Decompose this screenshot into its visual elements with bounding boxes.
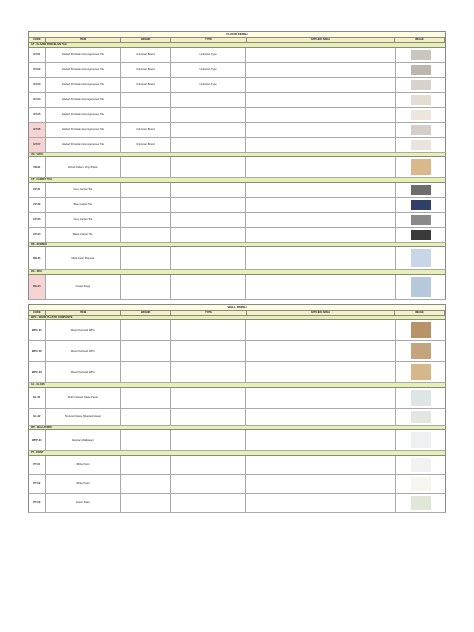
image-cell xyxy=(396,48,445,62)
table-row xyxy=(28,183,446,198)
applied-area xyxy=(246,78,396,92)
image-cell xyxy=(396,494,445,512)
table-row xyxy=(28,247,446,270)
material-code: GT-04 xyxy=(29,93,46,107)
material-item: Glazed Porcelain Homogeneous Tile xyxy=(46,123,121,137)
applied-area xyxy=(246,456,396,474)
image-cell xyxy=(396,228,445,242)
material-item: Glazed Porcelain Homogeneous Tile xyxy=(46,138,121,152)
image-cell xyxy=(396,430,445,450)
material-brand xyxy=(121,475,171,493)
image-cell xyxy=(396,362,445,382)
material-code: GT-03 xyxy=(29,78,46,92)
applied-area xyxy=(246,362,396,382)
material-item: Glazed Porcelain Homogeneous Tile xyxy=(46,93,121,107)
wall-section-title: WALL FINISH xyxy=(28,304,446,310)
table-row xyxy=(28,157,446,178)
column-header: ITEM xyxy=(46,311,122,315)
material-code: WPC-02 xyxy=(29,341,46,361)
material-type xyxy=(171,228,246,242)
table-row xyxy=(28,320,446,341)
image-cell xyxy=(396,78,445,92)
material-type xyxy=(171,362,246,382)
material-brand: Unknown Brand xyxy=(121,123,171,137)
material-type xyxy=(171,123,246,137)
table-row xyxy=(28,341,446,362)
image-cell xyxy=(396,456,445,474)
material-code: PT-02 xyxy=(29,475,46,493)
category-label: GT - GLAZED PORCELAIN TILE xyxy=(28,43,446,48)
material-type xyxy=(171,494,246,512)
material-brand: Unknown Brand xyxy=(121,63,171,77)
material-type xyxy=(171,430,246,450)
material-type xyxy=(171,247,246,269)
table-row xyxy=(28,93,446,108)
material-item: Multi Colored Glass Panel xyxy=(46,388,121,408)
material-brand xyxy=(121,108,171,122)
material-code: GT-02 xyxy=(29,63,46,77)
material-item: Wood Textured WPC xyxy=(46,341,121,361)
table-row xyxy=(28,198,446,213)
material-type: Unknown Type xyxy=(171,48,246,62)
material-brand xyxy=(121,341,171,361)
image-cell xyxy=(396,475,445,493)
image-cell xyxy=(396,198,445,212)
material-item: White Paint xyxy=(46,456,121,474)
material-item: Glazed Porcelain Homogeneous Tile xyxy=(46,48,121,62)
applied-area xyxy=(246,108,396,122)
material-type: Unknown Type xyxy=(171,63,246,77)
applied-area xyxy=(246,48,396,62)
image-cell xyxy=(396,341,445,361)
material-type xyxy=(171,456,246,474)
material-swatch-image xyxy=(411,411,431,423)
material-type xyxy=(171,108,246,122)
material-item: White Paint xyxy=(46,475,121,493)
material-swatch-image xyxy=(411,159,431,175)
image-cell xyxy=(396,213,445,227)
applied-area xyxy=(246,93,396,107)
image-cell xyxy=(396,138,445,152)
material-swatch-image xyxy=(411,390,431,406)
material-code: GT-05 xyxy=(29,108,46,122)
material-type xyxy=(171,475,246,493)
material-type: Unknown Type xyxy=(171,78,246,92)
finish-schedule-sheet xyxy=(28,31,446,513)
table-row xyxy=(28,78,446,93)
table-row xyxy=(28,63,446,78)
image-cell xyxy=(396,157,445,177)
applied-area xyxy=(246,213,396,227)
material-type xyxy=(171,409,246,425)
material-swatch-image xyxy=(411,477,431,491)
category-label: GL - GLASS xyxy=(28,383,446,388)
table-row xyxy=(28,388,446,409)
applied-area xyxy=(246,198,396,212)
material-code: CP-02 xyxy=(29,198,46,212)
applied-area xyxy=(246,138,396,152)
column-header: TYPE xyxy=(171,38,247,42)
material-item: Grey Carpet Tile xyxy=(46,183,121,197)
column-header: IMAGE xyxy=(395,38,445,42)
material-item: Wood Textured WPC xyxy=(46,362,121,382)
material-item: Black Carpet Tile xyxy=(46,228,121,242)
material-brand xyxy=(121,456,171,474)
table-row xyxy=(28,48,446,63)
column-header: BRAND xyxy=(121,38,171,42)
applied-area xyxy=(246,320,396,340)
applied-area xyxy=(246,247,396,269)
material-item: Carpet Rugs xyxy=(46,275,121,299)
material-brand xyxy=(121,320,171,340)
column-header: APPLIED AREA xyxy=(247,311,395,315)
table-row xyxy=(28,362,446,383)
material-swatch-image xyxy=(411,50,431,60)
table-row xyxy=(28,213,446,228)
material-swatch-image xyxy=(411,458,431,472)
material-type xyxy=(171,341,246,361)
material-code: GL-02 xyxy=(29,409,46,425)
material-swatch-image xyxy=(411,322,431,338)
table-row xyxy=(28,275,446,300)
material-swatch-image xyxy=(411,185,431,195)
material-item: Blue Carpet Tile xyxy=(46,198,121,212)
material-type xyxy=(171,183,246,197)
image-cell xyxy=(396,108,445,122)
material-brand xyxy=(121,409,171,425)
material-swatch-image xyxy=(411,496,431,510)
material-swatch-image xyxy=(411,277,431,297)
material-code: GT-06 xyxy=(29,123,46,137)
material-item: Green Paint xyxy=(46,494,121,512)
applied-area xyxy=(246,123,396,137)
category-label: VN - VINYL xyxy=(28,153,446,158)
material-item: Multi-Color Playmat xyxy=(46,247,121,269)
material-type xyxy=(171,388,246,408)
material-code: CP-03 xyxy=(29,213,46,227)
material-swatch-image xyxy=(411,125,431,135)
material-item: Glazed Porcelain Homogeneous Tile xyxy=(46,78,121,92)
material-swatch-image xyxy=(411,249,431,267)
material-item: Glazed Porcelain Homogeneous Tile xyxy=(46,108,121,122)
material-brand xyxy=(121,388,171,408)
table-row xyxy=(28,228,446,243)
column-header: TYPE xyxy=(171,311,247,315)
material-code: VN-01 xyxy=(29,157,46,177)
floor-section-title: FLOOR FINISH xyxy=(28,31,446,37)
material-type xyxy=(171,275,246,299)
material-code: WPP-01 xyxy=(29,430,46,450)
material-brand: Unknown Brand xyxy=(121,138,171,152)
applied-area xyxy=(246,475,396,493)
material-type xyxy=(171,198,246,212)
image-cell xyxy=(396,93,445,107)
image-cell xyxy=(396,275,445,299)
material-code: RB-01 xyxy=(29,247,46,269)
table-row xyxy=(28,409,446,426)
material-swatch-image xyxy=(411,80,431,90)
applied-area xyxy=(246,388,396,408)
image-cell xyxy=(396,183,445,197)
column-header: CODE xyxy=(29,38,46,42)
material-code: CP-01 xyxy=(29,183,46,197)
material-brand xyxy=(121,183,171,197)
material-code: RG-01 xyxy=(29,275,46,299)
material-brand: Unknown Brand xyxy=(121,78,171,92)
image-cell xyxy=(396,247,445,269)
image-cell xyxy=(396,123,445,137)
table-row xyxy=(28,475,446,494)
table-row xyxy=(28,494,446,513)
applied-area xyxy=(246,228,396,242)
material-swatch-image xyxy=(411,215,431,225)
material-type xyxy=(171,213,246,227)
material-item: Abstract Wallpaper xyxy=(46,430,121,450)
material-brand xyxy=(121,228,171,242)
applied-area xyxy=(246,63,396,77)
material-brand xyxy=(121,157,171,177)
category-label: PT - PAINT xyxy=(28,451,446,456)
image-cell xyxy=(396,409,445,425)
material-item: Glazed Porcelain Homogeneous Tile xyxy=(46,63,121,77)
material-code: CP-04 xyxy=(29,228,46,242)
material-brand xyxy=(121,213,171,227)
material-code: PT-01 xyxy=(29,456,46,474)
material-brand: Unknown Brand xyxy=(121,48,171,62)
material-swatch-image xyxy=(411,432,431,448)
table-row xyxy=(28,456,446,475)
image-cell xyxy=(396,63,445,77)
image-cell xyxy=(396,320,445,340)
column-header: ITEM xyxy=(46,38,122,42)
material-item: Wood Textured WPC xyxy=(46,320,121,340)
applied-area xyxy=(246,157,396,177)
image-cell xyxy=(396,388,445,408)
table-row xyxy=(28,430,446,451)
material-swatch-image xyxy=(411,95,431,105)
material-code: WPC-01 xyxy=(29,320,46,340)
material-swatch-image xyxy=(411,200,431,210)
category-label: RG - RUG xyxy=(28,270,446,275)
material-code: GT-01 xyxy=(29,48,46,62)
table-row xyxy=(28,108,446,123)
material-brand xyxy=(121,247,171,269)
material-type xyxy=(171,320,246,340)
material-type xyxy=(171,138,246,152)
material-swatch-image xyxy=(411,140,431,150)
category-label: WP - WALLPAPER xyxy=(28,426,446,431)
material-swatch-image xyxy=(411,110,431,120)
material-brand xyxy=(121,93,171,107)
material-swatch-image xyxy=(411,65,431,75)
material-brand xyxy=(121,275,171,299)
material-item: Wood Pattern Vinyl Plank xyxy=(46,157,121,177)
material-swatch-image xyxy=(411,364,431,380)
material-code: GT-07 xyxy=(29,138,46,152)
applied-area xyxy=(246,494,396,512)
material-type xyxy=(171,93,246,107)
category-label: WPC - WOOD PLASTIC COMPOSITE xyxy=(28,316,446,321)
material-item: Grey Carpet Tile xyxy=(46,213,121,227)
material-brand xyxy=(121,430,171,450)
table-row xyxy=(28,123,446,138)
applied-area xyxy=(246,409,396,425)
table-row xyxy=(28,138,446,153)
material-brand xyxy=(121,362,171,382)
category-label: RB - RUBBER xyxy=(28,243,446,248)
material-code: WPC-03 xyxy=(29,362,46,382)
material-code: GL-01 xyxy=(29,388,46,408)
column-header: CODE xyxy=(29,311,46,315)
column-header: APPLIED AREA xyxy=(247,38,395,42)
applied-area xyxy=(246,183,396,197)
material-type xyxy=(171,157,246,177)
applied-area xyxy=(246,275,396,299)
material-swatch-image xyxy=(411,230,431,240)
material-swatch-image xyxy=(411,343,431,359)
applied-area xyxy=(246,341,396,361)
column-header: BRAND xyxy=(121,311,171,315)
column-header: IMAGE xyxy=(395,311,445,315)
material-code: PT-03 xyxy=(29,494,46,512)
applied-area xyxy=(246,430,396,450)
category-label: CP - CARPET TILE xyxy=(28,178,446,183)
material-brand xyxy=(121,198,171,212)
material-brand xyxy=(121,494,171,512)
material-item: Textured Glass (Reeded Glass) xyxy=(46,409,121,425)
